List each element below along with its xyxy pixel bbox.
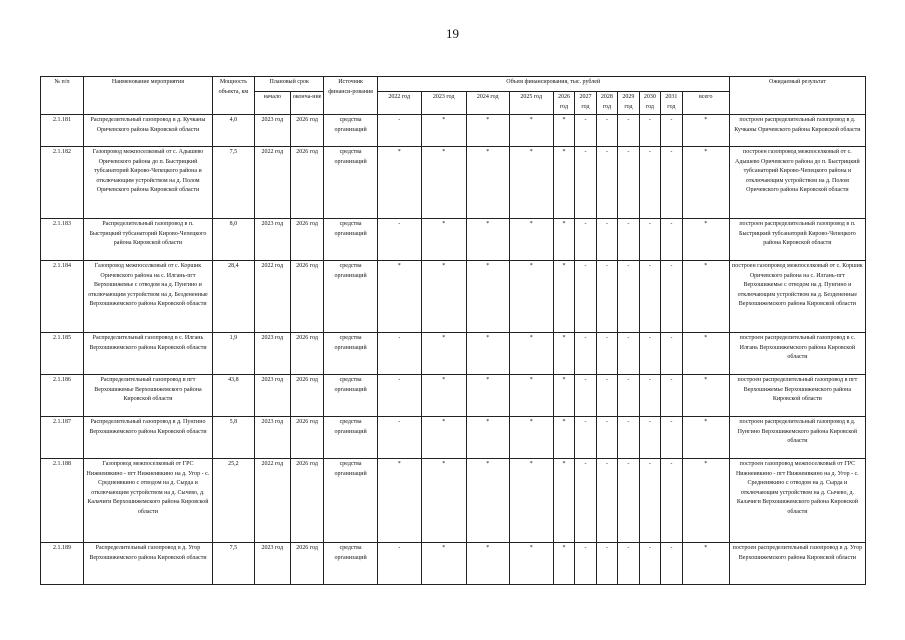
row-year-2027: - bbox=[575, 543, 596, 585]
row-year-2028: - bbox=[596, 375, 617, 417]
row-year-2026: * bbox=[553, 333, 574, 375]
header-year-2026: 2026 год bbox=[553, 92, 574, 115]
row-capacity: 1,9 bbox=[212, 333, 254, 375]
row-year-2023: * bbox=[421, 115, 466, 147]
row-year-2027: - bbox=[575, 417, 596, 459]
financing-table bbox=[40, 76, 866, 585]
row-year-2031: - bbox=[661, 219, 682, 261]
row-num: 2.1.185 bbox=[41, 333, 84, 375]
row-num: 2.1.184 bbox=[41, 261, 84, 333]
row-year-2029: - bbox=[618, 333, 639, 375]
row-year-2027: - bbox=[575, 459, 596, 543]
row-result: построен распределительный газопровод в д. Пунгино Верхошижемского района Кировской области bbox=[729, 417, 865, 459]
row-year-2026: * bbox=[553, 261, 574, 333]
row-capacity: 7,5 bbox=[212, 147, 254, 219]
row-year-2023: * bbox=[421, 459, 466, 543]
row-year-2029: - bbox=[618, 147, 639, 219]
row-year-2024: * bbox=[466, 147, 509, 219]
row-year-2029: - bbox=[618, 543, 639, 585]
row-capacity: 28,4 bbox=[212, 261, 254, 333]
row-start: 2023 год bbox=[254, 115, 290, 147]
row-year-2030: - bbox=[639, 333, 660, 375]
row-year-2025: * bbox=[509, 219, 553, 261]
row-year-2031: - bbox=[661, 333, 682, 375]
row-year-2029: - bbox=[618, 115, 639, 147]
row-num: 2.1.186 bbox=[41, 375, 84, 417]
row-year-2028: - bbox=[596, 147, 617, 219]
row-end: 2026 год bbox=[290, 417, 324, 459]
row-year-2028: - bbox=[596, 219, 617, 261]
row-end: 2026 год bbox=[290, 261, 324, 333]
row-year-2025: * bbox=[509, 115, 553, 147]
row-num: 2.1.181 bbox=[41, 115, 84, 147]
header-name: Наименование мероприятия bbox=[83, 77, 212, 115]
header-year-2027: 2027 год bbox=[575, 92, 596, 115]
row-year-2024: * bbox=[466, 375, 509, 417]
table-row bbox=[41, 261, 866, 333]
header-row-top bbox=[41, 77, 866, 92]
header-capacity: Мощность объекта, км bbox=[212, 77, 254, 115]
header-year-2030: 2030 год bbox=[639, 92, 660, 115]
row-start: 2022 год bbox=[254, 261, 290, 333]
row-year-2025: * bbox=[509, 459, 553, 543]
row-year-2026: * bbox=[553, 543, 574, 585]
row-year-2022: - bbox=[377, 115, 421, 147]
header-result: Ожидаемый результат bbox=[729, 77, 865, 115]
table-row bbox=[41, 543, 866, 585]
row-year-2022: - bbox=[377, 375, 421, 417]
row-year-2022: - bbox=[377, 219, 421, 261]
row-year-2026: * bbox=[553, 459, 574, 543]
header-year-2031: 2031 год bbox=[661, 92, 682, 115]
header-year-2025: 2025 год bbox=[509, 92, 553, 115]
table-row bbox=[41, 417, 866, 459]
row-year-2028: - bbox=[596, 261, 617, 333]
row-end: 2026 год bbox=[290, 219, 324, 261]
row-year-2024: * bbox=[466, 417, 509, 459]
row-year-2031: - bbox=[661, 543, 682, 585]
row-year-2030: - bbox=[639, 219, 660, 261]
row-name: Распределительный газопровод в с. Илгань Верхошижемского района Кировской области bbox=[83, 333, 212, 375]
row-year-2027: - bbox=[575, 219, 596, 261]
table-row bbox=[41, 333, 866, 375]
row-year-2031: - bbox=[661, 147, 682, 219]
row-year-2023: * bbox=[421, 375, 466, 417]
row-year-2029: - bbox=[618, 219, 639, 261]
header-year-2028: 2028 год bbox=[596, 92, 617, 115]
header-num: № п/п bbox=[41, 77, 84, 115]
header-total: всего bbox=[682, 92, 729, 115]
header-source: Источник финанси-рования bbox=[324, 77, 377, 115]
row-end: 2026 год bbox=[290, 459, 324, 543]
row-year-2029: - bbox=[618, 375, 639, 417]
row-capacity: 25,2 bbox=[212, 459, 254, 543]
row-year-2024: * bbox=[466, 459, 509, 543]
row-num: 2.1.183 bbox=[41, 219, 84, 261]
row-result: построен распределительный газопровод в с. Илгань Верхошижемского района Кировской области bbox=[729, 333, 865, 375]
header-year-2024: 2024 год bbox=[466, 92, 509, 115]
row-year-2022: - bbox=[377, 333, 421, 375]
row-source: средства организаций bbox=[324, 115, 377, 147]
row-year-2027: - bbox=[575, 375, 596, 417]
row-total: * bbox=[682, 417, 729, 459]
row-start: 2023 год bbox=[254, 543, 290, 585]
row-name: Распределительный газопровод в п. Быстрицкий тубсанаторий Кирово-Чепецкого района Кировской области bbox=[83, 219, 212, 261]
row-source: средства организаций bbox=[324, 375, 377, 417]
row-year-2031: - bbox=[661, 115, 682, 147]
row-total: * bbox=[682, 147, 729, 219]
row-year-2027: - bbox=[575, 333, 596, 375]
row-source: средства организаций bbox=[324, 147, 377, 219]
row-start: 2022 год bbox=[254, 459, 290, 543]
row-year-2028: - bbox=[596, 459, 617, 543]
row-year-2025: * bbox=[509, 333, 553, 375]
row-end: 2026 год bbox=[290, 375, 324, 417]
row-start: 2023 год bbox=[254, 333, 290, 375]
row-year-2024: * bbox=[466, 543, 509, 585]
row-year-2022: - bbox=[377, 417, 421, 459]
row-year-2031: - bbox=[661, 261, 682, 333]
table-row bbox=[41, 375, 866, 417]
row-result: построен газопровод межпоселковый от с. Коршик Оричевского района на с. Илгань-пгт Верхошижемье с отводом на д. Пунгино и отключающим устройством на д. Бездененные Верхошижемского района Кировской области bbox=[729, 261, 865, 333]
row-year-2030: - bbox=[639, 375, 660, 417]
row-year-2023: * bbox=[421, 219, 466, 261]
row-source: средства организаций bbox=[324, 543, 377, 585]
row-year-2023: * bbox=[421, 543, 466, 585]
header-year-2023: 2023 год bbox=[421, 92, 466, 115]
row-result: построен распределительный газопровод в п. Быстрицкий тубсанаторий Кирово-Чепецкого района Кировской области bbox=[729, 219, 865, 261]
row-source: средства организаций bbox=[324, 219, 377, 261]
row-year-2030: - bbox=[639, 261, 660, 333]
row-source: средства организаций bbox=[324, 261, 377, 333]
row-year-2027: - bbox=[575, 115, 596, 147]
row-start: 2023 год bbox=[254, 417, 290, 459]
row-year-2030: - bbox=[639, 115, 660, 147]
table-row bbox=[41, 459, 866, 543]
row-year-2026: * bbox=[553, 115, 574, 147]
row-name: Распределительный газопровод в д. Кучканы Оричевского района Кировской области bbox=[83, 115, 212, 147]
row-year-2028: - bbox=[596, 333, 617, 375]
row-year-2029: - bbox=[618, 417, 639, 459]
row-source: средства организаций bbox=[324, 333, 377, 375]
row-total: * bbox=[682, 375, 729, 417]
row-name: Газопровод межпоселковый от с. Адышево Оричевского района до п. Быстрицкий тубсанаторий Кирово-Чепецкого района и отключающим устройством на д. Полом Оричевского района Кировской области bbox=[83, 147, 212, 219]
row-num: 2.1.188 bbox=[41, 459, 84, 543]
row-name: Распределительный газопровод в д. Пунгино Верхошижемского района Кировской области bbox=[83, 417, 212, 459]
row-start: 2022 год bbox=[254, 147, 290, 219]
row-year-2028: - bbox=[596, 417, 617, 459]
row-year-2031: - bbox=[661, 375, 682, 417]
row-num: 2.1.182 bbox=[41, 147, 84, 219]
table-row bbox=[41, 219, 866, 261]
row-capacity: 7,5 bbox=[212, 543, 254, 585]
row-year-2024: * bbox=[466, 261, 509, 333]
row-end: 2026 год bbox=[290, 147, 324, 219]
row-year-2025: * bbox=[509, 261, 553, 333]
row-total: * bbox=[682, 115, 729, 147]
row-year-2025: * bbox=[509, 543, 553, 585]
row-source: средства организаций bbox=[324, 417, 377, 459]
row-year-2028: - bbox=[596, 543, 617, 585]
row-result: построен распределительный газопровод в д. Кучканы Оричевского района Кировской области bbox=[729, 115, 865, 147]
row-year-2026: * bbox=[553, 147, 574, 219]
row-name: Газопровод межпоселковый от с. Коршик Оричевского района на с. Илгань-пгт Верхошижемье с отводом на д. Пунгино и отключающим устройством на д. Бездененные Верхошижемского района Кировской области bbox=[83, 261, 212, 333]
row-start: 2023 год bbox=[254, 219, 290, 261]
row-num: 2.1.187 bbox=[41, 417, 84, 459]
page-number: 19 bbox=[446, 26, 459, 41]
row-name: Распределительный газопровод в пгт Верхошижемье Верхошижемского района Кировской области bbox=[83, 375, 212, 417]
header-period: Плановый срок bbox=[254, 77, 324, 92]
row-num: 2.1.189 bbox=[41, 543, 84, 585]
row-year-2029: - bbox=[618, 459, 639, 543]
row-end: 2026 год bbox=[290, 543, 324, 585]
header-year-2029: 2029 год bbox=[618, 92, 639, 115]
header-start: начало bbox=[254, 92, 290, 115]
row-year-2031: - bbox=[661, 459, 682, 543]
row-name: Газопровод межпоселковый от ГРС Нижнеивкино - пгт Нижнеивкино на д. Угор - с. Среднеивкино с отводом на д. Сырда и отключающим устройством на д. Сычево, д. Калачиги Верхошижемского района Кировской области bbox=[83, 459, 212, 543]
row-year-2024: * bbox=[466, 219, 509, 261]
row-year-2025: * bbox=[509, 147, 553, 219]
row-year-2026: * bbox=[553, 375, 574, 417]
row-year-2031: - bbox=[661, 417, 682, 459]
row-total: * bbox=[682, 333, 729, 375]
row-name: Распределительный газопровод в д. Угор Верхошижемского района Кировской области bbox=[83, 543, 212, 585]
row-total: * bbox=[682, 543, 729, 585]
row-result: построен распределительный газопровод в д. Угор Верхошижемского района Кировской области bbox=[729, 543, 865, 585]
row-year-2024: * bbox=[466, 333, 509, 375]
row-end: 2026 год bbox=[290, 115, 324, 147]
row-year-2023: * bbox=[421, 261, 466, 333]
header-end: оконча-ние bbox=[290, 92, 324, 115]
table-row bbox=[41, 115, 866, 147]
row-total: * bbox=[682, 219, 729, 261]
header-year-2022: 2022 год bbox=[377, 92, 421, 115]
row-year-2022: * bbox=[377, 261, 421, 333]
row-year-2027: - bbox=[575, 147, 596, 219]
row-result: построен газопровод межпоселковый от с. Адышево Оричевского района до п. Быстрицкий тубсанаторий Кирово-Чепецкого района и отключающим устройством на д. Полом Оричевского района Кировской области bbox=[729, 147, 865, 219]
row-year-2030: - bbox=[639, 543, 660, 585]
row-year-2023: * bbox=[421, 147, 466, 219]
row-start: 2023 год bbox=[254, 375, 290, 417]
row-year-2029: - bbox=[618, 261, 639, 333]
row-year-2026: * bbox=[553, 219, 574, 261]
row-result: построен газопровод межпоселковый от ГРС Нижнеивкино - пгт Нижнеивкино на д. Угор - с. Среднеивкино с отводом на д. Сырда и отключающим устройством на д. Сычево, д. Калачиги Верхошижемского района Кировской области bbox=[729, 459, 865, 543]
row-end: 2026 год bbox=[290, 333, 324, 375]
row-capacity: 4,0 bbox=[212, 115, 254, 147]
row-capacity: 43,8 bbox=[212, 375, 254, 417]
row-result: построен распределительный газопровод в пгт Верхошижемье Верхошижемского района Кировской области bbox=[729, 375, 865, 417]
row-year-2022: * bbox=[377, 459, 421, 543]
row-year-2025: * bbox=[509, 375, 553, 417]
row-year-2025: * bbox=[509, 417, 553, 459]
row-year-2026: * bbox=[553, 417, 574, 459]
row-capacity: 5,8 bbox=[212, 417, 254, 459]
header-volume: Объем финансирования, тыс. рублей bbox=[377, 77, 729, 92]
row-year-2030: - bbox=[639, 147, 660, 219]
table-row bbox=[41, 147, 866, 219]
row-year-2022: * bbox=[377, 147, 421, 219]
row-total: * bbox=[682, 459, 729, 543]
row-source: средства организаций bbox=[324, 459, 377, 543]
row-capacity: 8,0 bbox=[212, 219, 254, 261]
row-year-2024: * bbox=[466, 115, 509, 147]
row-year-2022: - bbox=[377, 543, 421, 585]
row-year-2030: - bbox=[639, 459, 660, 543]
row-year-2028: - bbox=[596, 115, 617, 147]
row-year-2023: * bbox=[421, 333, 466, 375]
row-year-2030: - bbox=[639, 417, 660, 459]
row-year-2023: * bbox=[421, 417, 466, 459]
row-year-2027: - bbox=[575, 261, 596, 333]
row-total: * bbox=[682, 261, 729, 333]
